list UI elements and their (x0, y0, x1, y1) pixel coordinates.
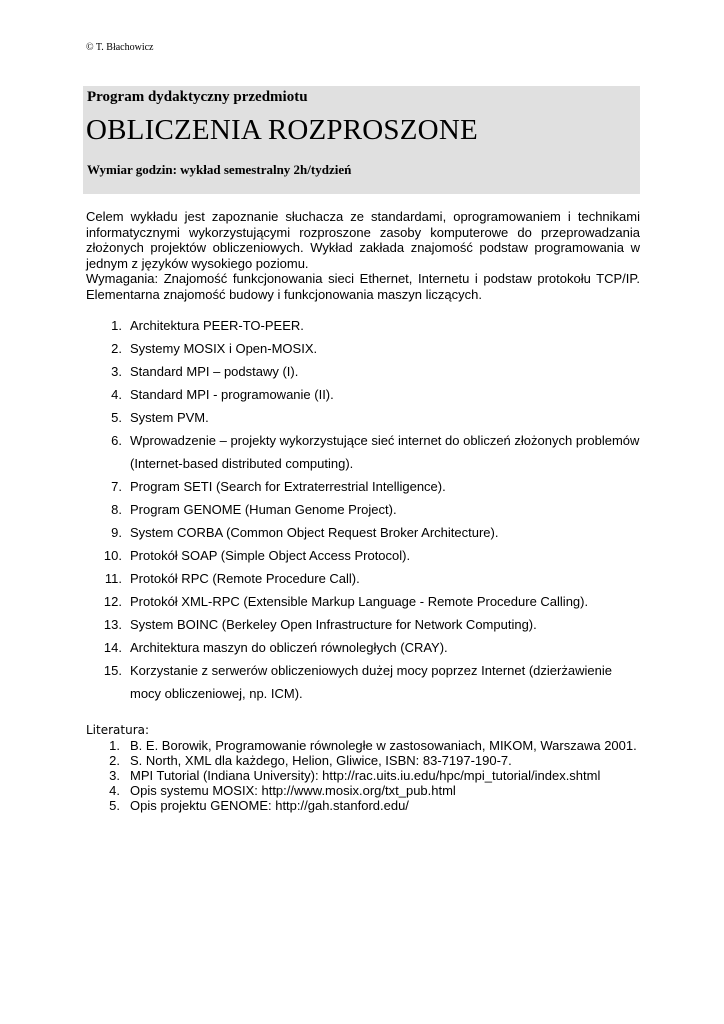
topic-number: 14. (103, 640, 122, 655)
topic-text: Korzystanie z serwerów obliczeniowych dużej mocy poprzez Internet (dzierżawienie mocy obliczeniowej, np. ICM). (130, 663, 612, 701)
copyright-notice: © T. Błachowicz (86, 42, 154, 53)
literature-item (86, 783, 640, 798)
literature-number: 5. (109, 798, 120, 813)
topic-item (86, 314, 640, 337)
topic-number: 13. (103, 617, 122, 632)
topic-text: Standard MPI - programowanie (II). (130, 387, 334, 402)
topic-item (86, 498, 640, 521)
topic-text: Architektura maszyn do obliczeń równoległych (CRAY). (130, 640, 448, 655)
literature-text: Opis systemu MOSIX: http://www.mosix.org/txt_pub.html (130, 783, 456, 798)
literature-text: MPI Tutorial (Indiana University): http://rac.uits.iu.edu/hpc/mpi_tutorial/index.shtml (130, 768, 601, 783)
course-title: OBLICZENIA ROZPROSZONE (86, 114, 478, 146)
topic-item (86, 659, 640, 705)
topic-item (86, 590, 640, 613)
literature-item (86, 768, 640, 783)
topic-item (86, 475, 640, 498)
literature-item (86, 753, 640, 768)
literature-item (86, 798, 640, 813)
topic-item (86, 521, 640, 544)
topic-text: Protokół RPC (Remote Procedure Call). (130, 571, 360, 586)
topic-number: 3. (111, 364, 122, 379)
topic-item (86, 544, 640, 567)
literature-number: 3. (109, 768, 120, 783)
topic-number: 1. (111, 318, 122, 333)
topic-text: System CORBA (Common Object Request Broker Architecture). (130, 525, 499, 540)
literature-number: 2. (109, 753, 120, 768)
topic-text: Standard MPI – podstawy (I). (130, 364, 299, 379)
topic-number: 15. (103, 663, 122, 678)
topic-text: Protokół XML-RPC (Extensible Markup Language - Remote Procedure Calling). (130, 594, 589, 609)
literature-text: S. North, XML dla każdego, Helion, Gliwice, ISBN: 83-7197-190-7. (130, 753, 512, 768)
literature-list (86, 738, 640, 813)
course-requirements: Wymagania: Znajomość funkcjonowania sieci Ethernet, Internetu i podstaw protokołu TCP/IP. Elementarna znajomość budowy i funkcjonowania maszyn liczących. (86, 271, 640, 302)
topic-text: Wprowadzenie – projekty wykorzystujące sieć internet do obliczeń złożonych problemów (Internet-based distributed computing). (130, 433, 640, 471)
topic-item (86, 429, 640, 475)
literature-text: Opis projektu GENOME: http://gah.stanford.edu/ (130, 798, 409, 813)
literature-number: 4. (109, 783, 120, 798)
hours-info: Wymiar godzin: wykład semestralny 2h/tydzień (87, 162, 352, 177)
topic-number: 7. (111, 479, 122, 494)
topic-number: 5. (111, 410, 122, 425)
literature-text: B. E. Borowik, Programowanie równoległe w zastosowaniach, MIKOM, Warszawa 2001. (130, 738, 637, 753)
literature-number: 1. (109, 738, 120, 753)
topic-text: System PVM. (130, 410, 209, 425)
topic-item (86, 613, 640, 636)
topic-item (86, 337, 640, 360)
topic-text: System BOINC (Berkeley Open Infrastructure for Network Computing). (130, 617, 537, 632)
topic-number: 9. (111, 525, 122, 540)
topic-item (86, 406, 640, 429)
topic-number: 8. (111, 502, 122, 517)
topic-item (86, 360, 640, 383)
topic-text: Systemy MOSIX i Open-MOSIX. (130, 341, 318, 356)
topic-item (86, 383, 640, 406)
topic-number: 11. (104, 571, 122, 586)
literature-heading: Literatura: (86, 723, 150, 737)
course-header (83, 86, 640, 194)
topic-number: 4. (111, 387, 122, 402)
topic-text: Architektura PEER-TO-PEER. (130, 318, 304, 333)
topic-number: 12. (103, 594, 122, 609)
topic-item (86, 567, 640, 590)
topic-number: 2. (111, 341, 122, 356)
topic-text: Program GENOME (Human Genome Project). (130, 502, 397, 517)
literature-item (86, 738, 640, 753)
topic-number: 10. (103, 548, 122, 563)
topic-number: 6. (111, 433, 122, 448)
topic-list (86, 314, 640, 705)
course-description (86, 209, 640, 302)
course-goal: Celem wykładu jest zapoznanie słuchacza ze standardami, oprogramowaniem i technikami informatycznymi wykorzystującymi rozproszone zasoby komputerowe do przeprowadzania złożonych projektów obliczeniowych. Wykład zakłada znajomość podstaw programowania w jednym z języków wysokiego poziomu. (86, 209, 640, 271)
topic-item (86, 636, 640, 659)
program-subtitle: Program dydaktyczny przedmiotu (87, 89, 308, 105)
topic-text: Program SETI (Search for Extraterrestrial Intelligence). (130, 479, 446, 494)
topic-text: Protokół SOAP (Simple Object Access Protocol). (130, 548, 411, 563)
